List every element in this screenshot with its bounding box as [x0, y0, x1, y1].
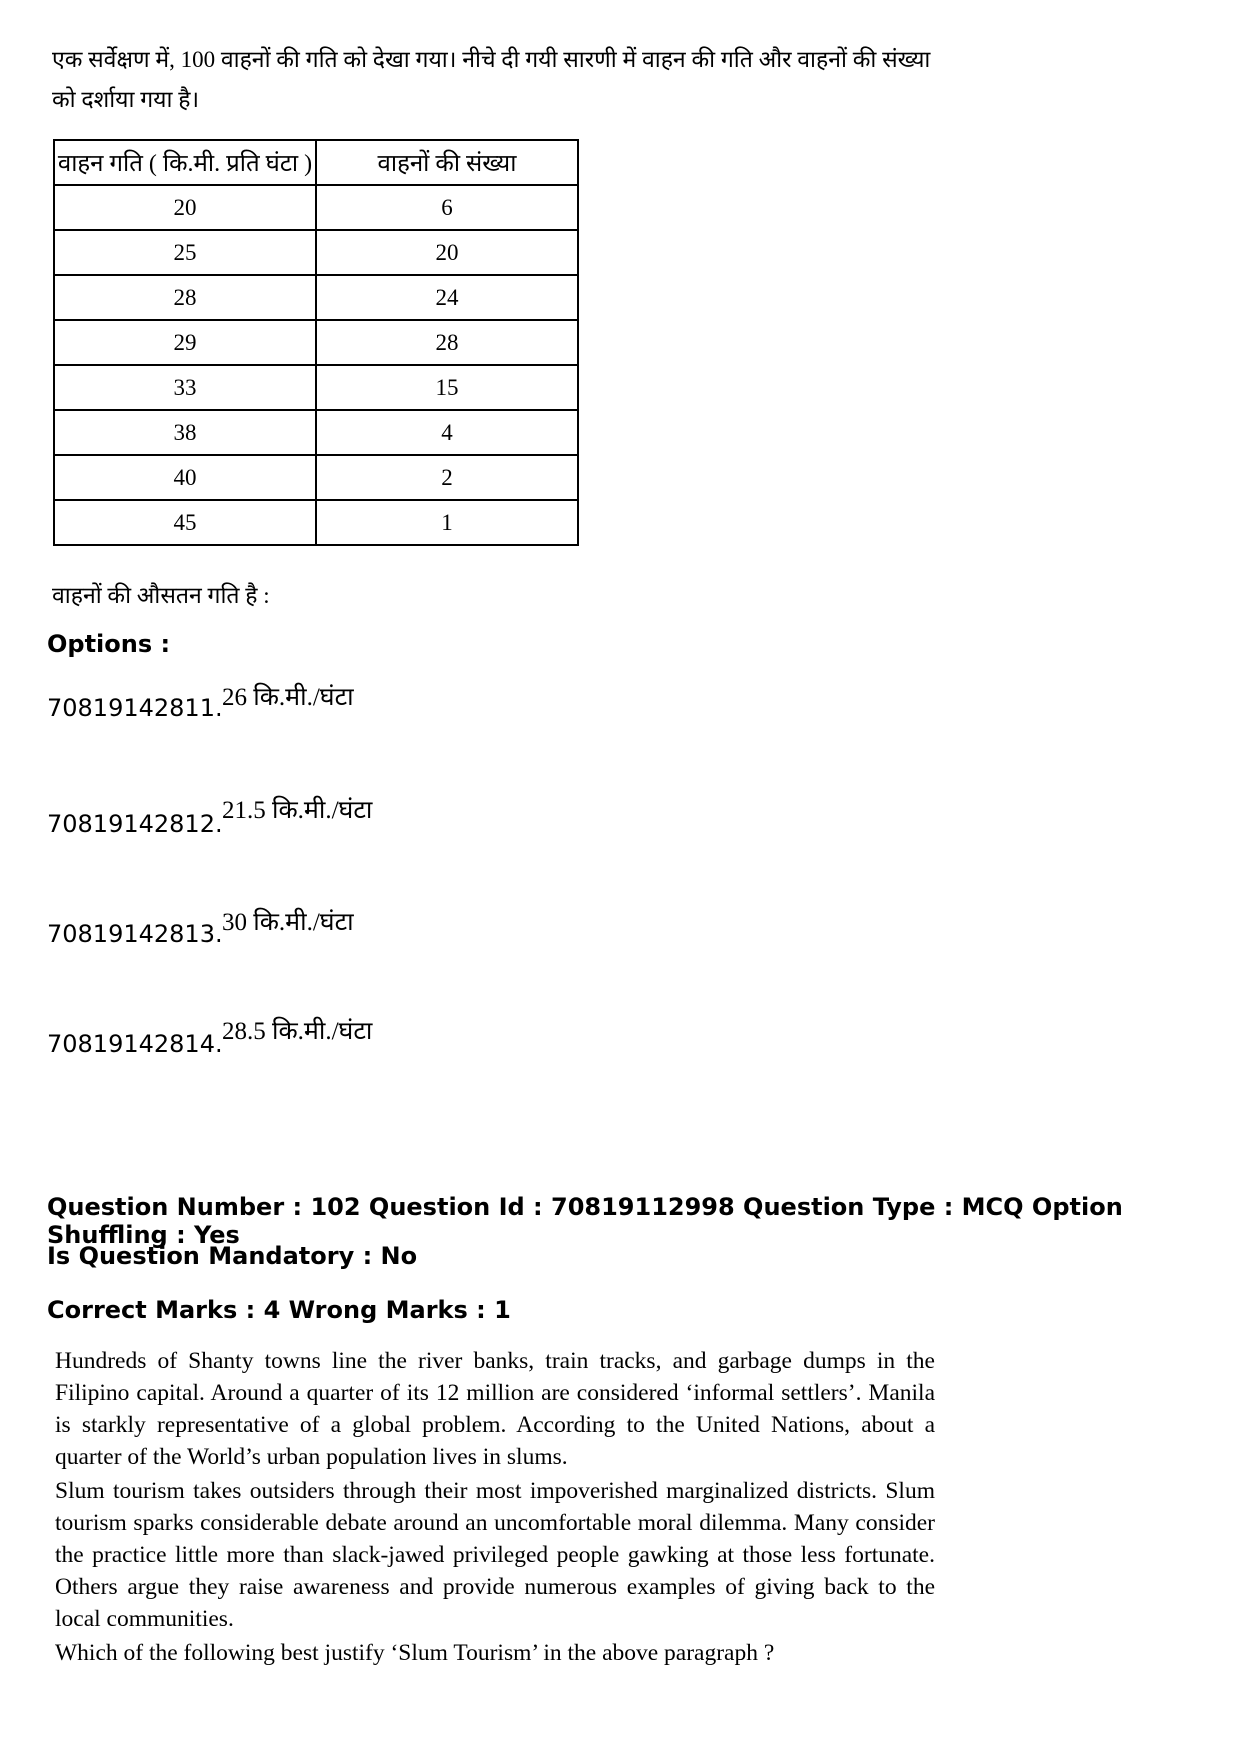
- table-row: [54, 320, 578, 365]
- table-row: [54, 275, 578, 320]
- marks-line: Correct Marks : 4 Wrong Marks : 1: [47, 1296, 511, 1324]
- speed-cell: 33: [54, 365, 316, 410]
- table-row: [54, 410, 578, 455]
- option-3-text[interactable]: 30 कि.मी./घंटा: [222, 909, 354, 936]
- option-4-id: 70819142814.: [47, 1030, 223, 1058]
- count-cell: 6: [316, 185, 578, 230]
- table-row: [54, 500, 578, 545]
- question-text: वाहनों की औसतन गति है :: [52, 583, 270, 608]
- passage: [55, 1345, 935, 1671]
- table-row: [54, 365, 578, 410]
- passage-paragraph: Slum tourism takes outsiders through their most impoverished marginalized districts. Slum tourism sparks considerable debate around an uncomfortable moral dilemma. Many consider the practice little more than slack-jawed privileged people gawking at those less fortunate. Others argue they raise awareness and provide numerous examples of giving back to the local communities.: [55, 1478, 935, 1632]
- speed-cell: 29: [54, 320, 316, 365]
- table-row: [54, 230, 578, 275]
- table-row: [54, 455, 578, 500]
- option-3-id: 70819142813.: [47, 920, 223, 948]
- speed-cell: 40: [54, 455, 316, 500]
- count-cell: 4: [316, 410, 578, 455]
- question-meta-line: Question Number : 102 Question Id : 70819112998 Question Type : MCQ Option Shuffling : Yes: [47, 1193, 1123, 1249]
- speed-cell: 25: [54, 230, 316, 275]
- option-2-text[interactable]: 21.5 कि.मी./घंटा: [222, 797, 373, 824]
- speed-cell: 38: [54, 410, 316, 455]
- speed-cell: 28: [54, 275, 316, 320]
- count-cell: 1: [316, 500, 578, 545]
- count-cell: 20: [316, 230, 578, 275]
- header-count: वाहनों की संख्या: [316, 140, 578, 185]
- option-1-text[interactable]: 26 कि.मी./घंटा: [222, 684, 354, 711]
- passage-paragraph: Hundreds of Shanty towns line the river banks, train tracks, and garbage dumps in the Filipino capital. Around a quarter of its 12 million are considered ‘informal settlers’. Manila is starkly representative of a global problem. According to the United Nations, about a quarter of the World’s urban population lives in slums.: [55, 1348, 935, 1470]
- header-speed: वाहन गति ( कि.मी. प्रति घंटा ): [54, 140, 316, 185]
- option-1-id: 70819142811.: [47, 694, 223, 722]
- option-2-id: 70819142812.: [47, 810, 223, 838]
- count-cell: 28: [316, 320, 578, 365]
- speed-cell: 45: [54, 500, 316, 545]
- option-4-text[interactable]: 28.5 कि.मी./घंटा: [222, 1018, 373, 1045]
- count-cell: 24: [316, 275, 578, 320]
- count-cell: 2: [316, 455, 578, 500]
- table-header-row: [54, 140, 578, 185]
- passage-question: Which of the following best justify ‘Slum Tourism’ in the above paragraph ?: [55, 1640, 775, 1666]
- count-cell: 15: [316, 365, 578, 410]
- table-row: [54, 185, 578, 230]
- speed-cell: 20: [54, 185, 316, 230]
- mandatory-line: Is Question Mandatory : No: [47, 1242, 418, 1270]
- options-heading: Options :: [47, 630, 171, 658]
- speed-table: [53, 139, 579, 546]
- question-intro: एक सर्वेक्षण में, 100 वाहनों की गति को देखा गया। नीचे दी गयी सारणी में वाहन की गति और वाहनों की संख्या को दर्शाया गया है।: [52, 47, 931, 112]
